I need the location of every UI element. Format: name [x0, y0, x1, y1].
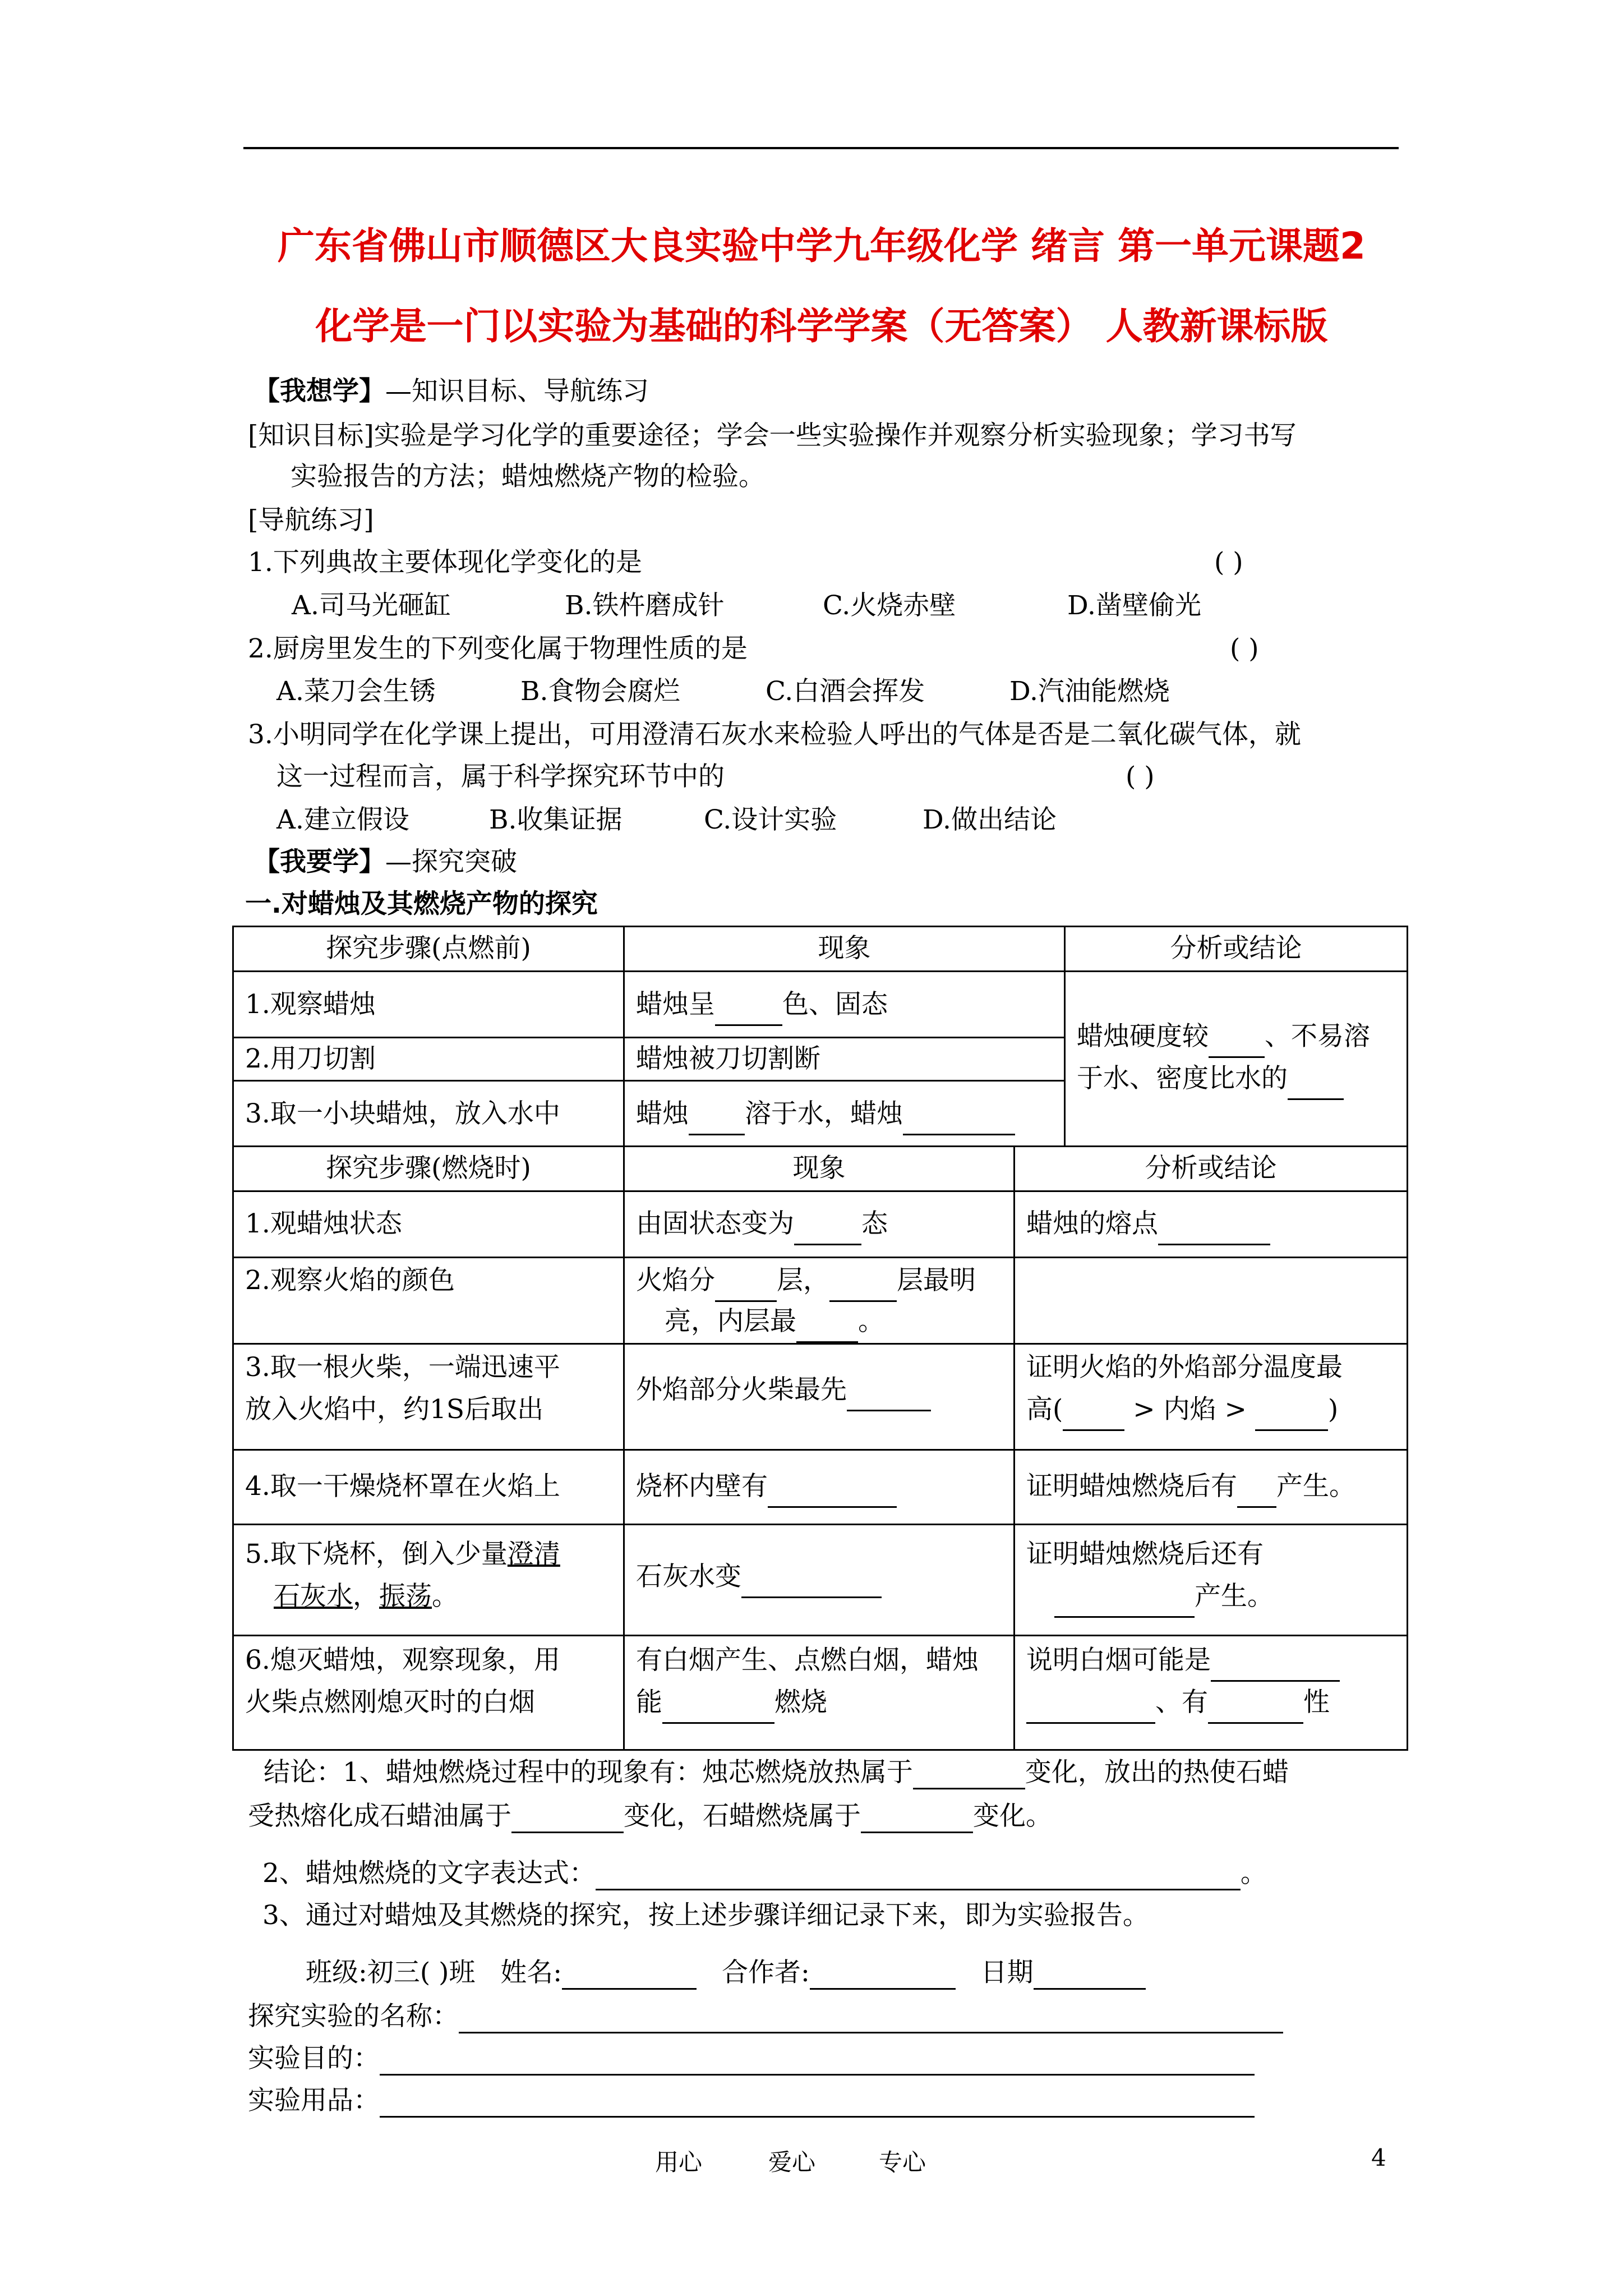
question-3-line2: 这一过程而言，属于科学探究环节中的 [276, 761, 725, 792]
table1-step-2: 2.用刀切割 [245, 1043, 376, 1074]
footer-word-2: 爱心 [768, 2148, 816, 2176]
experiment-items-line: 实验用品： [248, 2084, 1255, 2118]
table1-conclusion-line1: 蜡烛硬度较 、不易溶 [1066, 1015, 1381, 1058]
table2-step-6-line1: 6.熄灭蜡烛，观察现象，用 [245, 1645, 560, 1676]
table2-header-conclusion: 分析或结论 [1145, 1153, 1277, 1184]
section2-heading: 【我要学】—探究突破 [253, 846, 517, 877]
fill-blank[interactable] [768, 1479, 897, 1508]
table2-conclusion-5-line1: 证明蜡烛燃烧后还有 [1026, 1539, 1264, 1570]
fill-blank[interactable] [715, 997, 782, 1026]
conclusion-1-line2: 受热熔化成石蜡油属于 变化，石蜡燃烧属于 变化。 [248, 1800, 1052, 1833]
table2-header-phenomenon: 现象 [792, 1153, 846, 1184]
table-line [232, 1524, 1408, 1525]
fill-blank[interactable] [903, 1107, 1015, 1135]
table1-step-1: 1.观察蜡烛 [245, 989, 376, 1020]
table2-phenomenon-2-line1: 火焰分 层， 层最明 [625, 1259, 987, 1302]
table2-step-1: 1.观蜡烛状态 [245, 1208, 402, 1239]
table2-step-2: 2.观察火焰的颜色 [245, 1265, 455, 1296]
table2-phenomenon-1: 由固状态变为 态 [625, 1203, 899, 1245]
table-line [232, 1190, 1408, 1192]
table1-conclusion-line2: 于水、密度比水的 [1066, 1057, 1355, 1100]
question-1: 1.下列典故主要体现化学变化的是 [248, 547, 642, 578]
table2-conclusion-6-line2: 、有 性 [1015, 1681, 1341, 1724]
question-1-answer-paren: ( ) [1214, 547, 1243, 578]
table2-step-6-line2: 火柴点燃刚熄灭时的白烟 [245, 1687, 535, 1718]
table2-conclusion-1: 蜡烛的熔点 [1015, 1203, 1281, 1245]
table2-step-5-line1: 5.取下烧杯，倒入少量澄清 [245, 1539, 560, 1570]
footer-word-1: 用心 [655, 2148, 703, 2176]
knowledge-goal-line2: 实验报告的方法；蜡烛燃烧产物的检验。 [291, 461, 765, 492]
table2-conclusion-5-line2: 产生。 [1043, 1575, 1285, 1618]
section1-heading: 【我想学】—知识目标、导航练习 [253, 376, 649, 407]
report-info-line: 班级:初三( )班 姓名: 合作者: 日期 [306, 1956, 1146, 1990]
fill-blank[interactable] [741, 1570, 882, 1598]
table-line [232, 970, 1408, 972]
page-title-line1: 广东省佛山市顺德区大良实验中学九年级化学 绪言 第一单元课题2 [278, 224, 1366, 268]
q3-option-c: C.设计实验 [704, 804, 837, 835]
table1-phenomenon-2: 蜡烛被刀切割断 [636, 1043, 820, 1074]
q3-option-a: A.建立假设 [276, 804, 409, 835]
header-rule [243, 147, 1399, 149]
q1-option-d: D.凿壁偷光 [1067, 590, 1201, 621]
fill-blank[interactable] [861, 1805, 973, 1833]
q2-option-c: C.白酒会挥发 [766, 676, 925, 707]
part1-title: 一.对蜡烛及其燃烧产物的探究 [245, 889, 598, 919]
fill-blank[interactable] [1054, 1589, 1195, 1618]
fill-blank[interactable] [913, 1761, 1025, 1789]
table1-step-3: 3.取一小块蜡烛，放入水中 [245, 1098, 560, 1129]
q1-option-a: A.司马光砸缸 [292, 590, 451, 621]
table-line [1407, 926, 1408, 1751]
fill-blank[interactable] [796, 1314, 858, 1343]
question-3-answer-paren: ( ) [1126, 761, 1155, 792]
conclusion-3: 3、通过对蜡烛及其燃烧的探究，按上述步骤详细记录下来，即为实验报告。 [262, 1900, 1149, 1931]
table2-step-3-line2: 放入火焰中，约1S后取出 [245, 1394, 544, 1425]
date-field[interactable] [1034, 1961, 1146, 1990]
fill-blank[interactable] [1026, 1695, 1155, 1724]
fill-blank[interactable] [689, 1107, 745, 1135]
fill-blank[interactable] [1209, 1029, 1265, 1058]
experiment-purpose-field[interactable] [380, 2047, 1255, 2076]
fill-blank[interactable] [794, 1217, 861, 1245]
fill-blank[interactable] [829, 1273, 897, 1302]
fill-blank[interactable] [1211, 1653, 1340, 1682]
table2-header-step: 探究步骤(燃烧时) [326, 1153, 531, 1184]
name-field[interactable] [562, 1961, 697, 1990]
question-2-answer-paren: ( ) [1230, 633, 1259, 664]
q2-option-a: A.菜刀会生锈 [276, 676, 436, 707]
table2-step-3-line1: 3.取一根火柴，一端迅速平 [245, 1352, 560, 1383]
fill-blank[interactable] [1255, 1402, 1328, 1431]
fill-blank[interactable] [1063, 1402, 1124, 1431]
fill-blank[interactable] [511, 1805, 624, 1833]
fill-blank[interactable] [1288, 1071, 1344, 1100]
q1-option-c: C.火烧赤壁 [823, 590, 956, 621]
table2-phenomenon-3: 外焰部分火柴最先 [625, 1369, 942, 1411]
page-number: 4 [1371, 2144, 1386, 2171]
experiment-items-field[interactable] [380, 2089, 1255, 2118]
q2-option-b: B.食物会腐烂 [520, 676, 680, 707]
fill-blank[interactable] [662, 1695, 774, 1724]
q2-option-d: D.汽油能燃烧 [1009, 676, 1170, 707]
question-3-line1: 3.小明同学在化学课上提出，可用澄清石灰水来检验人呼出的气体是否是二氧化碳气体，就 [248, 719, 1301, 750]
experiment-name-line: 探究实验的名称： [248, 2000, 1283, 2033]
table1-header-step: 探究步骤(点燃前) [326, 933, 531, 964]
table2-step-4: 4.取一干燥烧杯罩在火焰上 [245, 1471, 560, 1502]
table2-step-5-line2: 石灰水，振荡。 [274, 1581, 458, 1612]
table1-header-phenomenon: 现象 [818, 933, 871, 964]
table2-conclusion-6-line1: 说明白烟可能是 [1015, 1639, 1351, 1682]
table-line [232, 1749, 1408, 1751]
fill-blank[interactable] [847, 1383, 931, 1411]
table2-conclusion-3-line2: 高( > 内焰 > ) [1015, 1388, 1349, 1431]
q1-option-b: B.铁杵磨成针 [565, 590, 725, 621]
table2-phenomenon-4: 烧杯内壁有 [625, 1465, 908, 1508]
conclusion-1-line1: 结论：1、蜡烛燃烧过程中的现象有：烛芯燃烧放热属于 变化，放出的热使石蜡 [264, 1756, 1289, 1789]
word-equation-blank[interactable] [596, 1862, 1241, 1890]
fill-blank[interactable] [1158, 1217, 1270, 1245]
table-line [232, 1257, 1408, 1258]
page-title-line2: 化学是一门以实验为基础的科学学案（无答案） 人教新课标版 [315, 305, 1328, 348]
footer-word-3: 专心 [879, 2148, 926, 2176]
fill-blank[interactable] [1237, 1479, 1276, 1508]
fill-blank[interactable] [1208, 1695, 1303, 1724]
experiment-name-field[interactable] [459, 2005, 1283, 2033]
table2-phenomenon-6-line2: 能 燃烧 [625, 1681, 838, 1724]
table-line [232, 1635, 1408, 1636]
experiment-purpose-line: 实验目的： [248, 2042, 1255, 2076]
table-line [232, 1343, 1408, 1345]
fill-blank[interactable] [715, 1273, 777, 1302]
table1-phenomenon-3: 蜡烛 溶于水，蜡烛 [625, 1093, 1026, 1135]
partner-field[interactable] [810, 1961, 956, 1990]
table2-phenomenon-5: 石灰水变 [625, 1556, 893, 1598]
knowledge-goal-line1: [知识目标]实验是学习化学的重要途径；学会一些实验操作并观察分析实验现象；学习书写 [248, 420, 1297, 451]
q3-option-b: B.收集证据 [489, 804, 623, 835]
table2-conclusion-4: 证明蜡烛燃烧后有 产生。 [1015, 1465, 1367, 1508]
table1-phenomenon-1: 蜡烛呈 色、固态 [625, 983, 899, 1026]
q3-option-d: D.做出结论 [923, 804, 1057, 835]
table2-phenomenon-6-line1: 有白烟产生、点燃白烟，蜡烛 [636, 1645, 979, 1676]
table1-header-conclusion: 分析或结论 [1170, 933, 1302, 964]
table2-phenomenon-2-line2: 亮，内层最 。 [653, 1300, 896, 1343]
question-2: 2.厨房里发生的下列变化属于物理性质的是 [248, 633, 748, 664]
table2-conclusion-3-line1: 证明火焰的外焰部分温度最 [1026, 1352, 1343, 1383]
nav-practice-heading: [导航练习] [248, 505, 374, 536]
table-line [232, 1449, 1408, 1451]
conclusion-2: 2、蜡烛燃烧的文字表达式： 。 [262, 1857, 1267, 1890]
